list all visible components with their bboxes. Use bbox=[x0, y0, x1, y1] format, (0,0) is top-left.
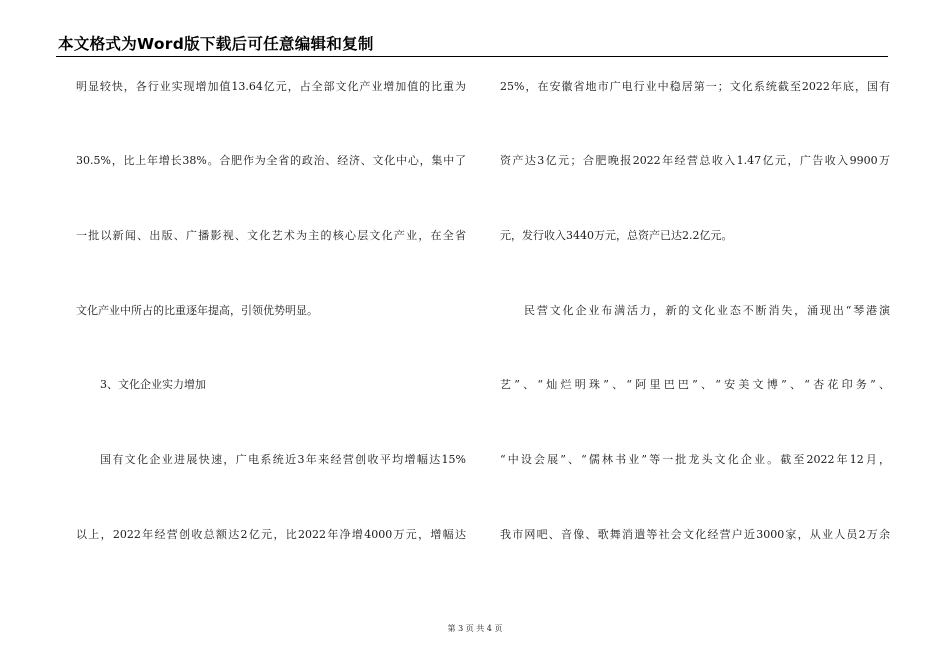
paragraph-line: “中设会展”、“儒林书业”等一批龙头文化企业。截至2022年12月， bbox=[500, 453, 890, 466]
section-heading: 3、文化企业实力增加 bbox=[100, 378, 206, 391]
paragraph-line: 民营文化企业布满活力，新的文化业态不断消失，涌现出“琴港演 bbox=[524, 304, 890, 317]
paragraph-line: 资产达3亿元；合肥晚报2022年经营总收入1.47亿元，广告收入9900万 bbox=[500, 154, 890, 167]
paragraph-line: 元，发行收入3440万元，总资产已达2.2亿元。 bbox=[500, 229, 733, 242]
right-column bbox=[500, 0, 890, 600]
left-column bbox=[76, 0, 466, 600]
paragraph-line: 艺”、“灿烂明珠”、“阿里巴巴”、“安美文博”、“杏花印务”、 bbox=[500, 378, 890, 391]
paragraph-line: 国有文化企业进展快速，广电系统近3年来经营创收平均增幅达15% bbox=[100, 453, 466, 466]
header-title: 本文格式为Word版下载后可任意编辑和复制 bbox=[58, 35, 374, 53]
paragraph-line: 文化产业中所占的比重逐年提高，引领优势明显。 bbox=[76, 304, 318, 317]
paragraph-line: 以上，2022年经营创收总额达2亿元，比2022年净增4000万元，增幅达 bbox=[76, 528, 466, 541]
paragraph-line: 25%，在安徽省地市广电行业中稳居第一；文化系统截至2022年底，国有 bbox=[500, 80, 890, 93]
paragraph-line: 我市网吧、音像、歌舞消遣等社会文化经营户近3000家，从业人员2万余 bbox=[500, 528, 890, 541]
page-number: 第 3 页 共 4 页 bbox=[447, 624, 503, 633]
paragraph-line: 30.5%，比上年增长38%。合肥作为全省的政治、经济、文化中心，集中了 bbox=[76, 154, 466, 167]
paragraph-line: 明显较快，各行业实现增加值13.64亿元，占全部文化产业增加值的比重为 bbox=[76, 80, 466, 93]
paragraph-line: 一批以新闻、出版、广播影视、文化艺术为主的核心层文化产业，在全省 bbox=[76, 229, 466, 242]
